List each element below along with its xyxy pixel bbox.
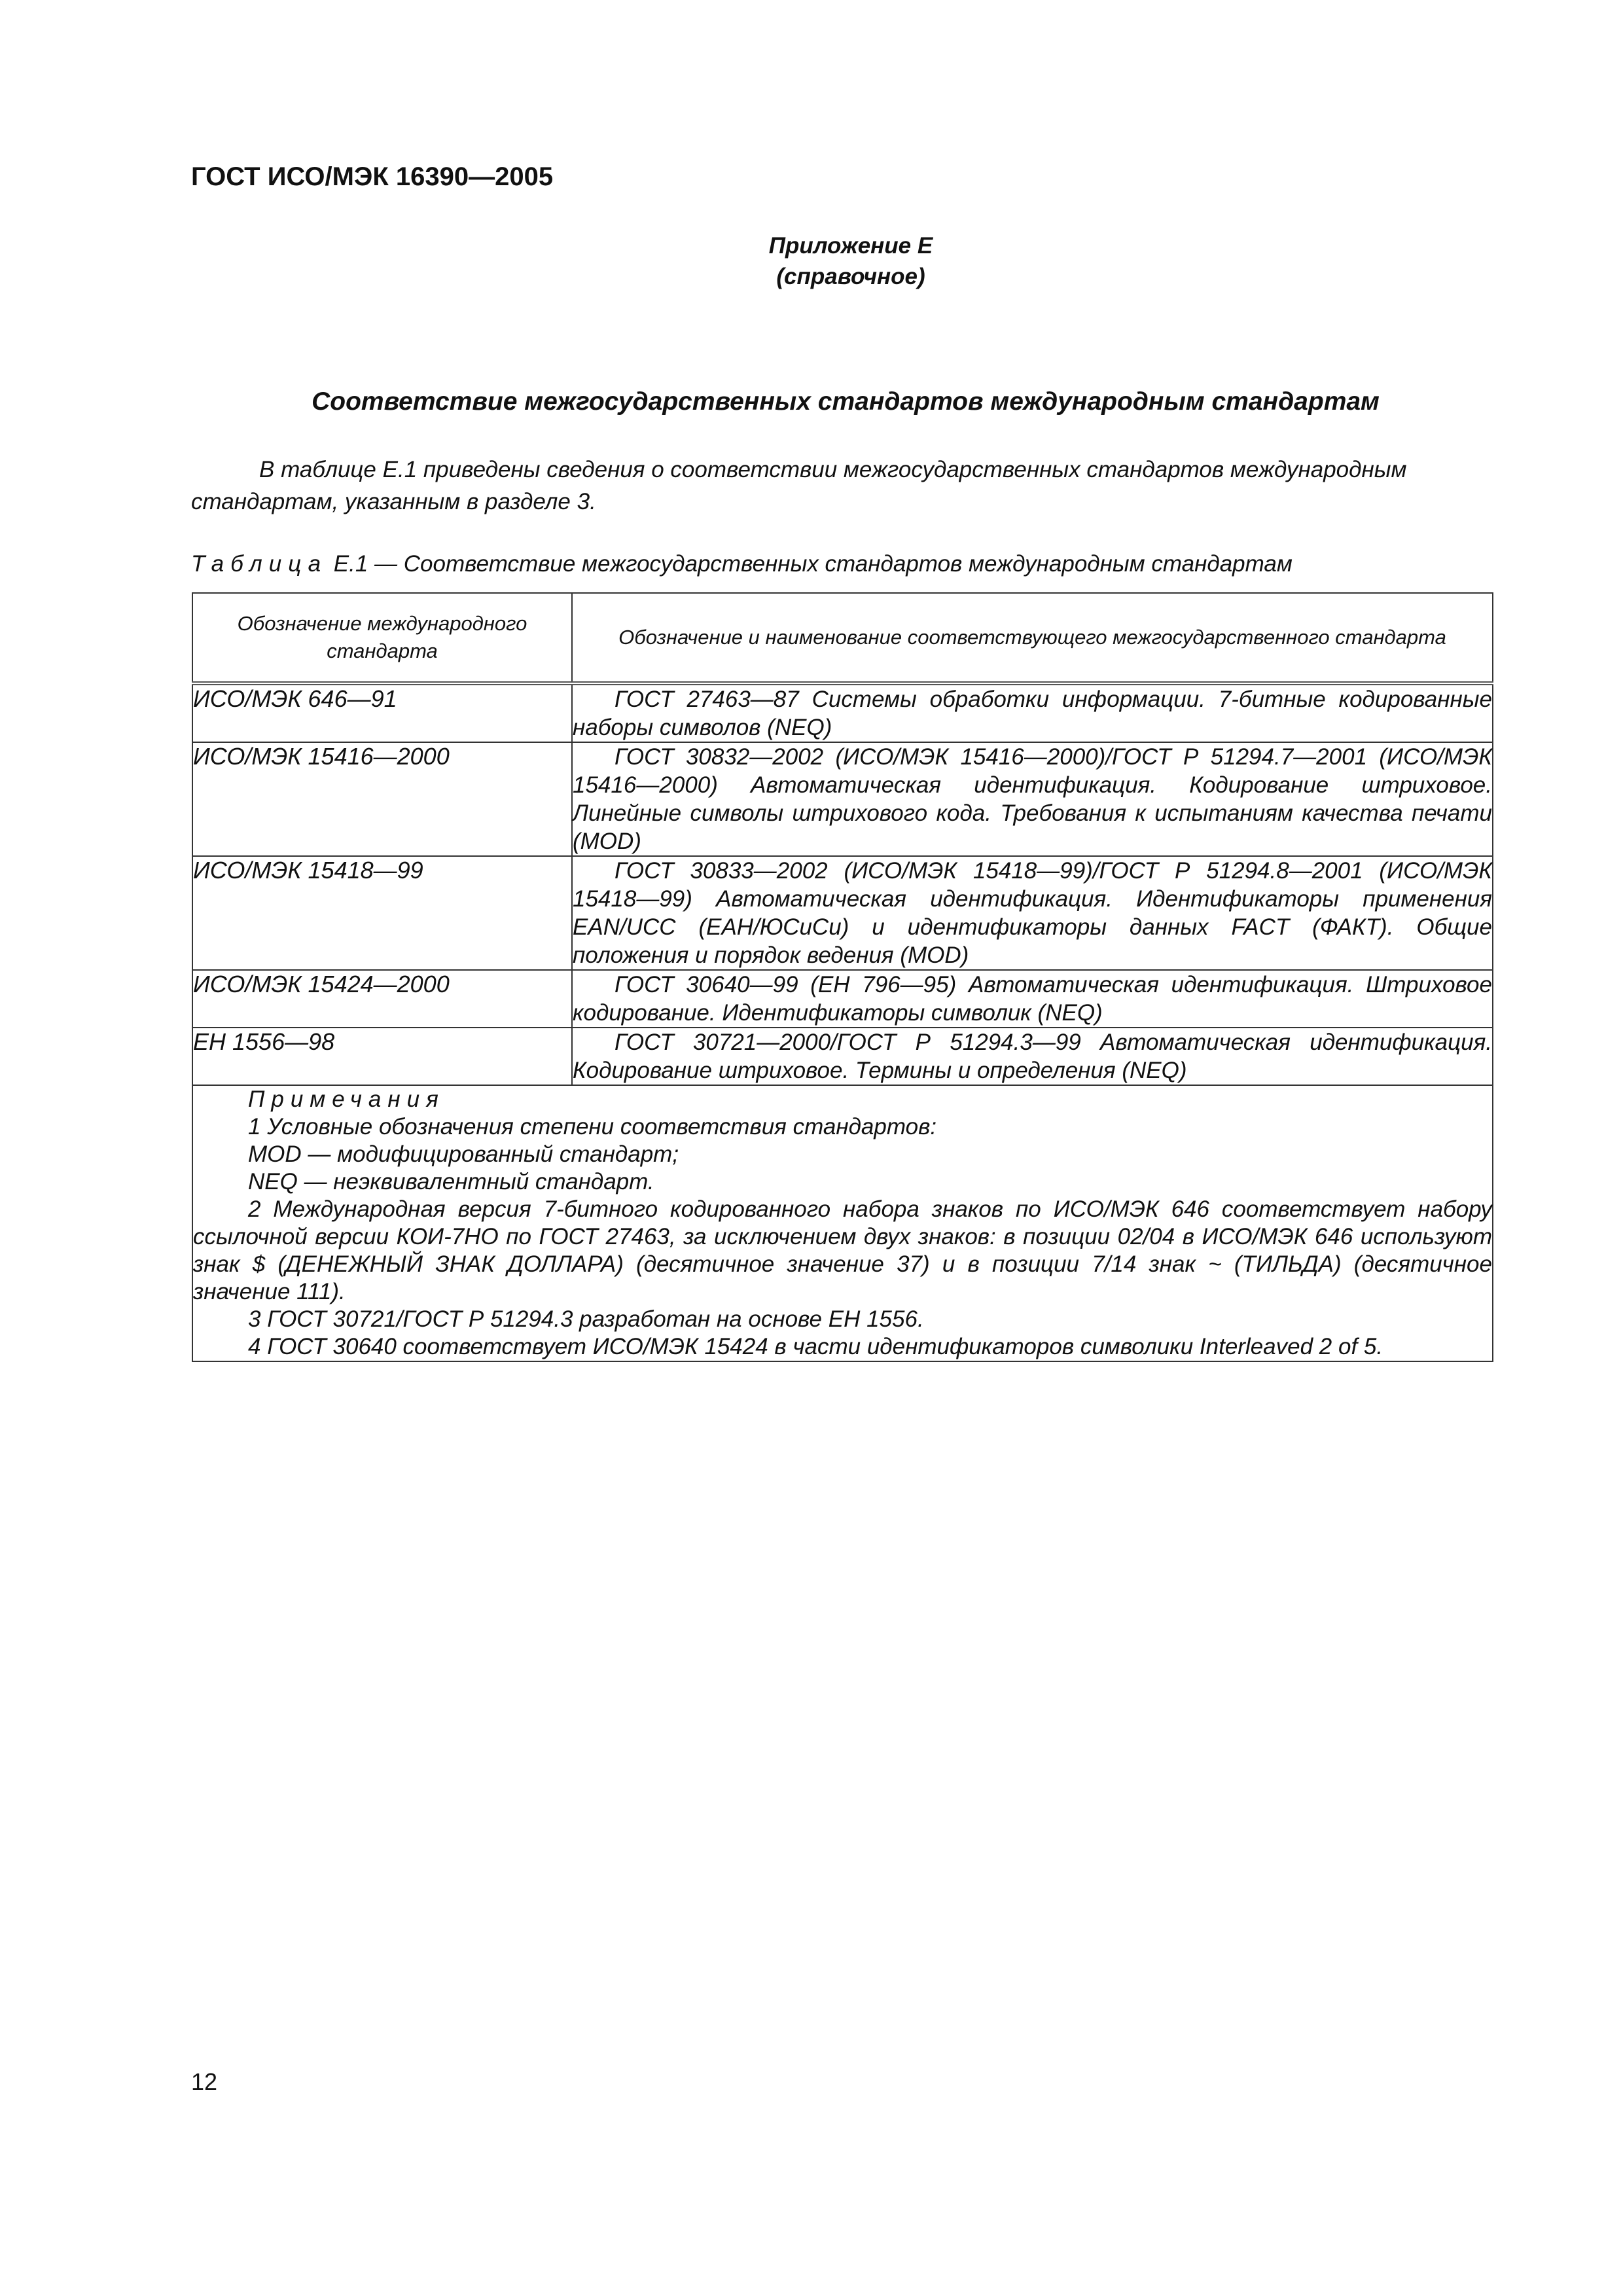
note-1: 1 Условные обозначения степени соответствия стандартов: [248,1114,937,1139]
page-number: 12 [191,2068,218,2095]
note-2: 2 Международная версия 7-битного кодированного набора знаков по ИСО/МЭК 646 соответствует набору ссылочной версии КОИ-7НО по ГОСТ 27463, за исключением двух знаков: в позиции 02/04 в ИСО/МЭК 646 используют знак $ (ДЕНЕЖНЫЙ ЗНАК ДОЛЛАРА) (десятичное значение 37) и в позиции 7/14 знак ~ (ТИЛЬДА) (десятичное значение 111). [193,1196,1492,1304]
table-header-row [192,593,1493,683]
table-notes-row [192,1085,1493,1361]
table-row [192,742,1493,856]
table-caption-text: Е.1 — Соответствие межгосударственных стандартов международным стандартам [327,551,1293,577]
intl-standard-cell: ИСО/МЭК 15424—2000 [192,970,572,1028]
national-standard-cell: ГОСТ 30640—99 (ЕН 796—95) Автоматическая идентификация. Штриховое кодирование. Идентификаторы символик (NEQ) [572,970,1493,1028]
national-standard-cell: ГОСТ 27463—87 Системы обработки информации. 7-битные кодированные наборы символов (NEQ) [572,683,1493,742]
table-row [192,970,1493,1028]
intro-paragraph [191,454,1500,518]
intl-standard-cell: ИСО/МЭК 15416—2000 [192,742,572,856]
note-4: 4 ГОСТ 30640 соответствует ИСО/МЭК 15424 в части идентификаторов символики Interleaved 2 of 5. [248,1334,1383,1359]
table-caption [191,551,1293,577]
national-standard-cell: ГОСТ 30833—2002 (ИСО/МЭК 15418—99)/ГОСТ Р 51294.8—2001 (ИСО/МЭК 15418—99) Автоматическая идентификация. Идентификаторы применения EAN/UCC (ЕАН/ЮСиСи) и идентификаторы данных FACT (ФАКТ). Общие положения и порядок ведения (MOD) [572,856,1493,970]
note-1-mod: MOD — модифицированный стандарт; [248,1141,679,1167]
table-notes [192,1085,1493,1361]
correspondence-table [192,592,1493,1362]
appendix-title: Соответствие межгосударственных стандартов международным стандартам [312,387,1380,416]
notes-heading: Примечания [248,1086,445,1112]
national-standard-cell: ГОСТ 30832—2002 (ИСО/МЭК 15416—2000)/ГОСТ Р 51294.7—2001 (ИСО/МЭК 15416—2000) Автоматическая идентификация. Кодирование штриховое. Линейные символы штрихового кода. Требования к испытаниям качества печати (MOD) [572,742,1493,856]
document-code: ГОСТ ИСО/МЭК 16390—2005 [191,162,554,191]
table-row [192,856,1493,970]
table-caption-word: Таблица [191,551,328,577]
national-standard-cell: ГОСТ 30721—2000/ГОСТ Р 51294.3—99 Автоматическая идентификация. Кодирование штриховое. Термины и определения (NEQ) [572,1028,1493,1085]
table-row [192,1028,1493,1085]
note-3: 3 ГОСТ 30721/ГОСТ Р 51294.3 разработан на основе ЕН 1556. [248,1306,924,1332]
intro-text: В таблице Е.1 приведены сведения о соответствии межгосударственных стандартов международным стандартам, указанным в разделе 3. [191,457,1407,514]
intl-standard-cell: ИСО/МЭК 646—91 [192,683,572,742]
intl-standard-cell: ИСО/МЭК 15418—99 [192,856,572,970]
header-national-standard: Обозначение и наименование соответствующего межгосударственного стандарта [572,593,1493,683]
intl-standard-cell: ЕН 1556—98 [192,1028,572,1085]
header-intl-standard: Обозначение международного стандарта [192,593,572,683]
appendix-label: Приложение Е [768,233,933,259]
note-1-neq: NEQ — неэквивалентный стандарт. [248,1169,654,1194]
appendix-type: (справочное) [776,264,925,289]
table-row [192,683,1493,742]
appendix-heading [654,230,1047,292]
